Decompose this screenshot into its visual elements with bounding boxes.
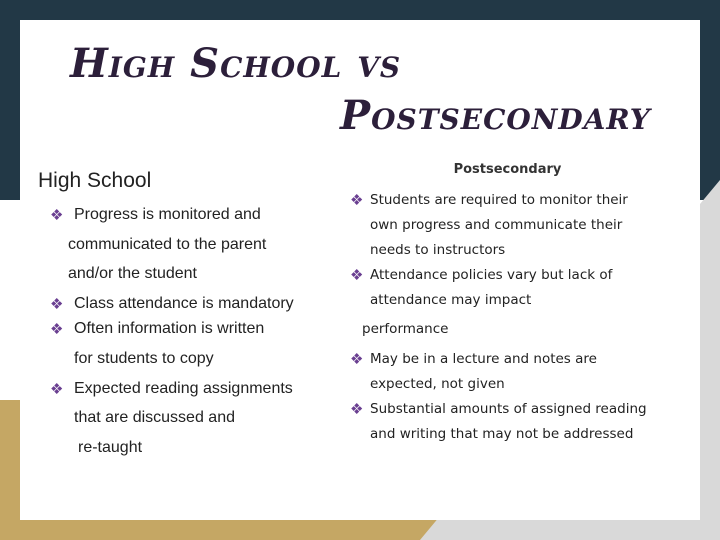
bullet-icon: ❖ [350,192,364,209]
slide-title-line-2: Postsecondary [340,92,651,139]
high-school-line: and/or the student [68,265,197,282]
bullet-icon: ❖ [350,351,364,368]
postsecondary-line: needs to instructors [370,242,506,258]
slide-title-line-1: High School vs [70,40,402,87]
bullet-icon: ❖ [50,296,64,313]
bullet-icon: ❖ [50,207,64,224]
bullet-icon: ❖ [350,267,364,284]
postsecondary-line: expected, not given [370,376,505,392]
postsecondary-line: Substantial amounts of assigned reading [370,401,647,417]
postsecondary-line: and writing that may not be addressed [370,426,634,442]
high-school-line: Often information is written [74,320,265,337]
postsecondary-line: attendance may impact [370,292,532,308]
bullet-icon: ❖ [50,381,64,398]
high-school-line: Expected reading assignments [74,380,293,397]
high-school-heading: High School [38,169,152,192]
postsecondary-line: May be in a lecture and notes are [370,351,597,367]
high-school-line: re-taught [78,439,143,456]
high-school-line: that are discussed and [74,409,235,426]
bullet-icon: ❖ [350,401,364,418]
postsecondary-line: performance [362,321,449,337]
postsecondary-heading: Postsecondary [453,162,562,177]
bullet-icon: ❖ [50,321,64,338]
postsecondary-line: own progress and communicate their [370,217,623,233]
high-school-line: Progress is monitored and [74,206,261,223]
postsecondary-line: Attendance policies vary but lack of [370,267,613,283]
high-school-line: for students to copy [74,350,214,367]
postsecondary-line: Students are required to monitor their [370,192,628,208]
high-school-line: communicated to the parent [68,236,267,253]
high-school-line: Class attendance is mandatory [74,295,294,312]
